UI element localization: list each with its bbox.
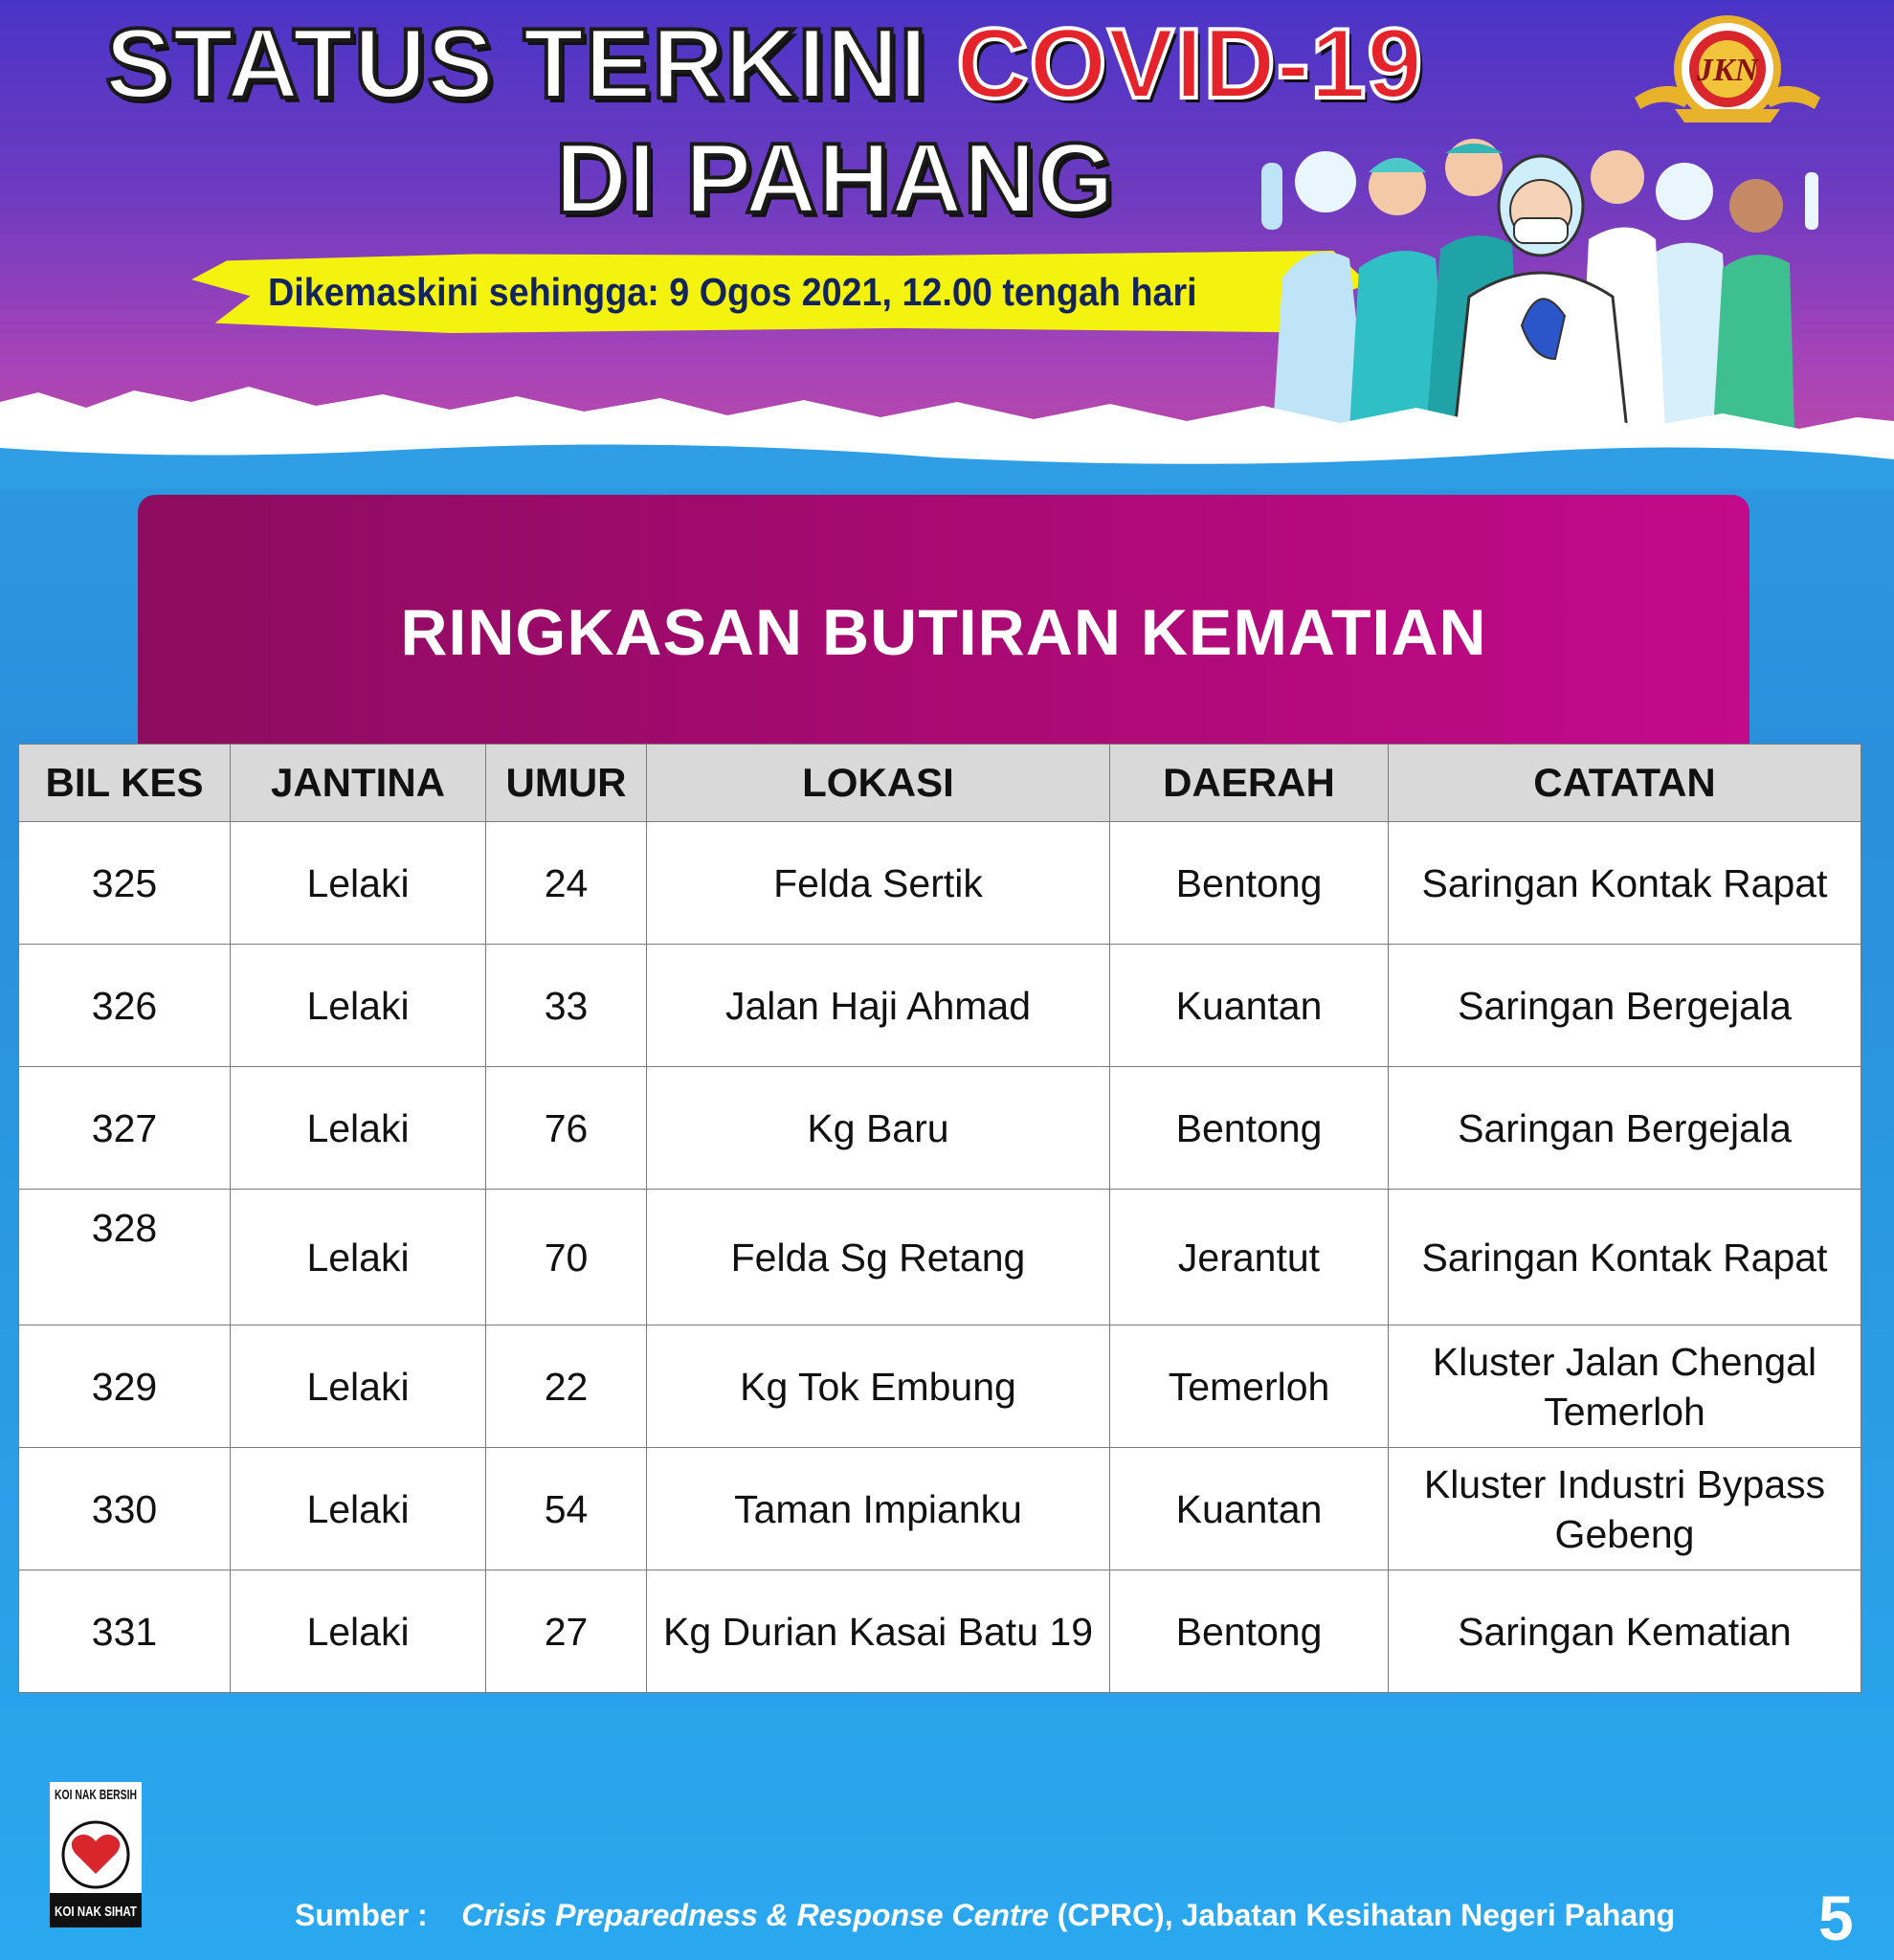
table-row xyxy=(19,1570,1861,1693)
cell-lokasi: Kg Tok Embung xyxy=(647,1325,1110,1448)
cell-umur: 22 xyxy=(486,1325,647,1448)
cell-bil-kes: 326 xyxy=(19,945,231,1067)
cell-umur: 24 xyxy=(486,822,647,945)
cell-catatan: Kluster Jalan Chengal Temerloh xyxy=(1389,1325,1861,1448)
koi-bottom-text: KOI NAK SIHAT xyxy=(55,1904,137,1920)
cell-catatan: Saringan Bergejala xyxy=(1389,1067,1861,1190)
table-row xyxy=(19,822,1861,945)
card-title: RINGKASAN BUTIRAN KEMATIAN xyxy=(400,596,1487,669)
column-header-jantina: JANTINA xyxy=(231,745,486,822)
cell-daerah: Kuantan xyxy=(1110,945,1389,1067)
column-header-catatan: CATATAN xyxy=(1389,745,1861,822)
torn-paper-edge xyxy=(0,373,1894,488)
main-title-line1 xyxy=(105,8,1423,122)
column-header-umur: UMUR xyxy=(486,745,647,822)
cell-umur: 54 xyxy=(486,1448,647,1570)
update-timestamp: Dikemaskini sehingga: 9 Ogos 2021, 12.00 tengah hari xyxy=(268,270,1197,314)
cell-lokasi: Felda Sg Retang xyxy=(647,1190,1110,1325)
cell-jantina: Lelaki xyxy=(231,822,486,945)
koi-heart-logo-icon xyxy=(50,1782,142,1927)
main-title-line2: DI PAHANG xyxy=(555,123,1115,234)
title-covid-text: COVID-19 xyxy=(956,9,1424,120)
cell-bil-kes: 330 xyxy=(19,1448,231,1570)
cell-catatan: Kluster Industri Bypass Gebeng xyxy=(1389,1448,1861,1570)
cell-catatan: Saringan Kontak Rapat xyxy=(1389,1190,1861,1325)
cell-catatan: Saringan Bergejala xyxy=(1389,945,1861,1067)
cell-daerah: Kuantan xyxy=(1110,1448,1389,1570)
cell-umur: 76 xyxy=(486,1067,647,1190)
cell-catatan: Saringan Kontak Rapat xyxy=(1389,822,1861,945)
cell-daerah: Bentong xyxy=(1110,822,1389,945)
source-org-rest: (CPRC), Jabatan Kesihatan Negeri Pahang xyxy=(1048,1898,1676,1932)
column-header-bil-kes: BIL KES xyxy=(19,745,231,822)
cell-jantina: Lelaki xyxy=(231,945,486,1067)
death-summary-table xyxy=(18,744,1861,1693)
cell-bil-kes: 325 xyxy=(19,822,231,945)
table-row xyxy=(19,1190,1861,1325)
cell-jantina: Lelaki xyxy=(231,1190,486,1325)
page-number: 5 xyxy=(1818,1882,1854,1953)
cell-lokasi: Kg Durian Kasai Batu 19 xyxy=(647,1570,1110,1693)
cell-daerah: Bentong xyxy=(1110,1570,1389,1693)
cell-umur: 70 xyxy=(486,1190,647,1325)
table-row xyxy=(19,945,1861,1067)
table-row xyxy=(19,1067,1861,1190)
source-org-name: Crisis Preparedness & Response Centre xyxy=(461,1898,1049,1932)
source-label: Sumber : xyxy=(295,1898,428,1932)
cell-bil-kes: 327 xyxy=(19,1067,231,1190)
cell-jantina: Lelaki xyxy=(231,1570,486,1693)
jkn-logo-icon xyxy=(1627,10,1828,134)
jkn-logo-text: JKN xyxy=(1696,53,1759,88)
cell-jantina: Lelaki xyxy=(231,1067,486,1190)
cell-bil-kes: 331 xyxy=(19,1570,231,1693)
column-header-lokasi: LOKASI xyxy=(647,745,1110,822)
cell-lokasi: Felda Sertik xyxy=(647,822,1110,945)
cell-daerah: Bentong xyxy=(1110,1067,1389,1190)
cell-lokasi: Jalan Haji Ahmad xyxy=(647,945,1110,1067)
koi-top-text: KOI NAK BERSIH xyxy=(55,1787,137,1803)
cell-jantina: Lelaki xyxy=(231,1325,486,1448)
column-header-daerah: DAERAH xyxy=(1110,745,1389,822)
source-credit xyxy=(295,1898,1675,1933)
cell-umur: 33 xyxy=(486,945,647,1067)
header-banner xyxy=(0,0,1894,479)
title-status-text: STATUS TERKINI xyxy=(105,9,928,120)
cell-umur: 27 xyxy=(486,1570,647,1693)
cell-bil-kes: 328 xyxy=(19,1190,231,1325)
cell-lokasi: Taman Impianku xyxy=(647,1448,1110,1570)
table-row xyxy=(19,1325,1861,1448)
cell-daerah: Jerantut xyxy=(1110,1190,1389,1325)
cell-bil-kes: 329 xyxy=(19,1325,231,1448)
cell-catatan: Saringan Kematian xyxy=(1389,1570,1861,1693)
cell-jantina: Lelaki xyxy=(231,1448,486,1570)
table-row xyxy=(19,1448,1861,1570)
cell-daerah: Temerloh xyxy=(1110,1325,1389,1448)
table-header-row xyxy=(19,745,1861,822)
cell-lokasi: Kg Baru xyxy=(647,1067,1110,1190)
